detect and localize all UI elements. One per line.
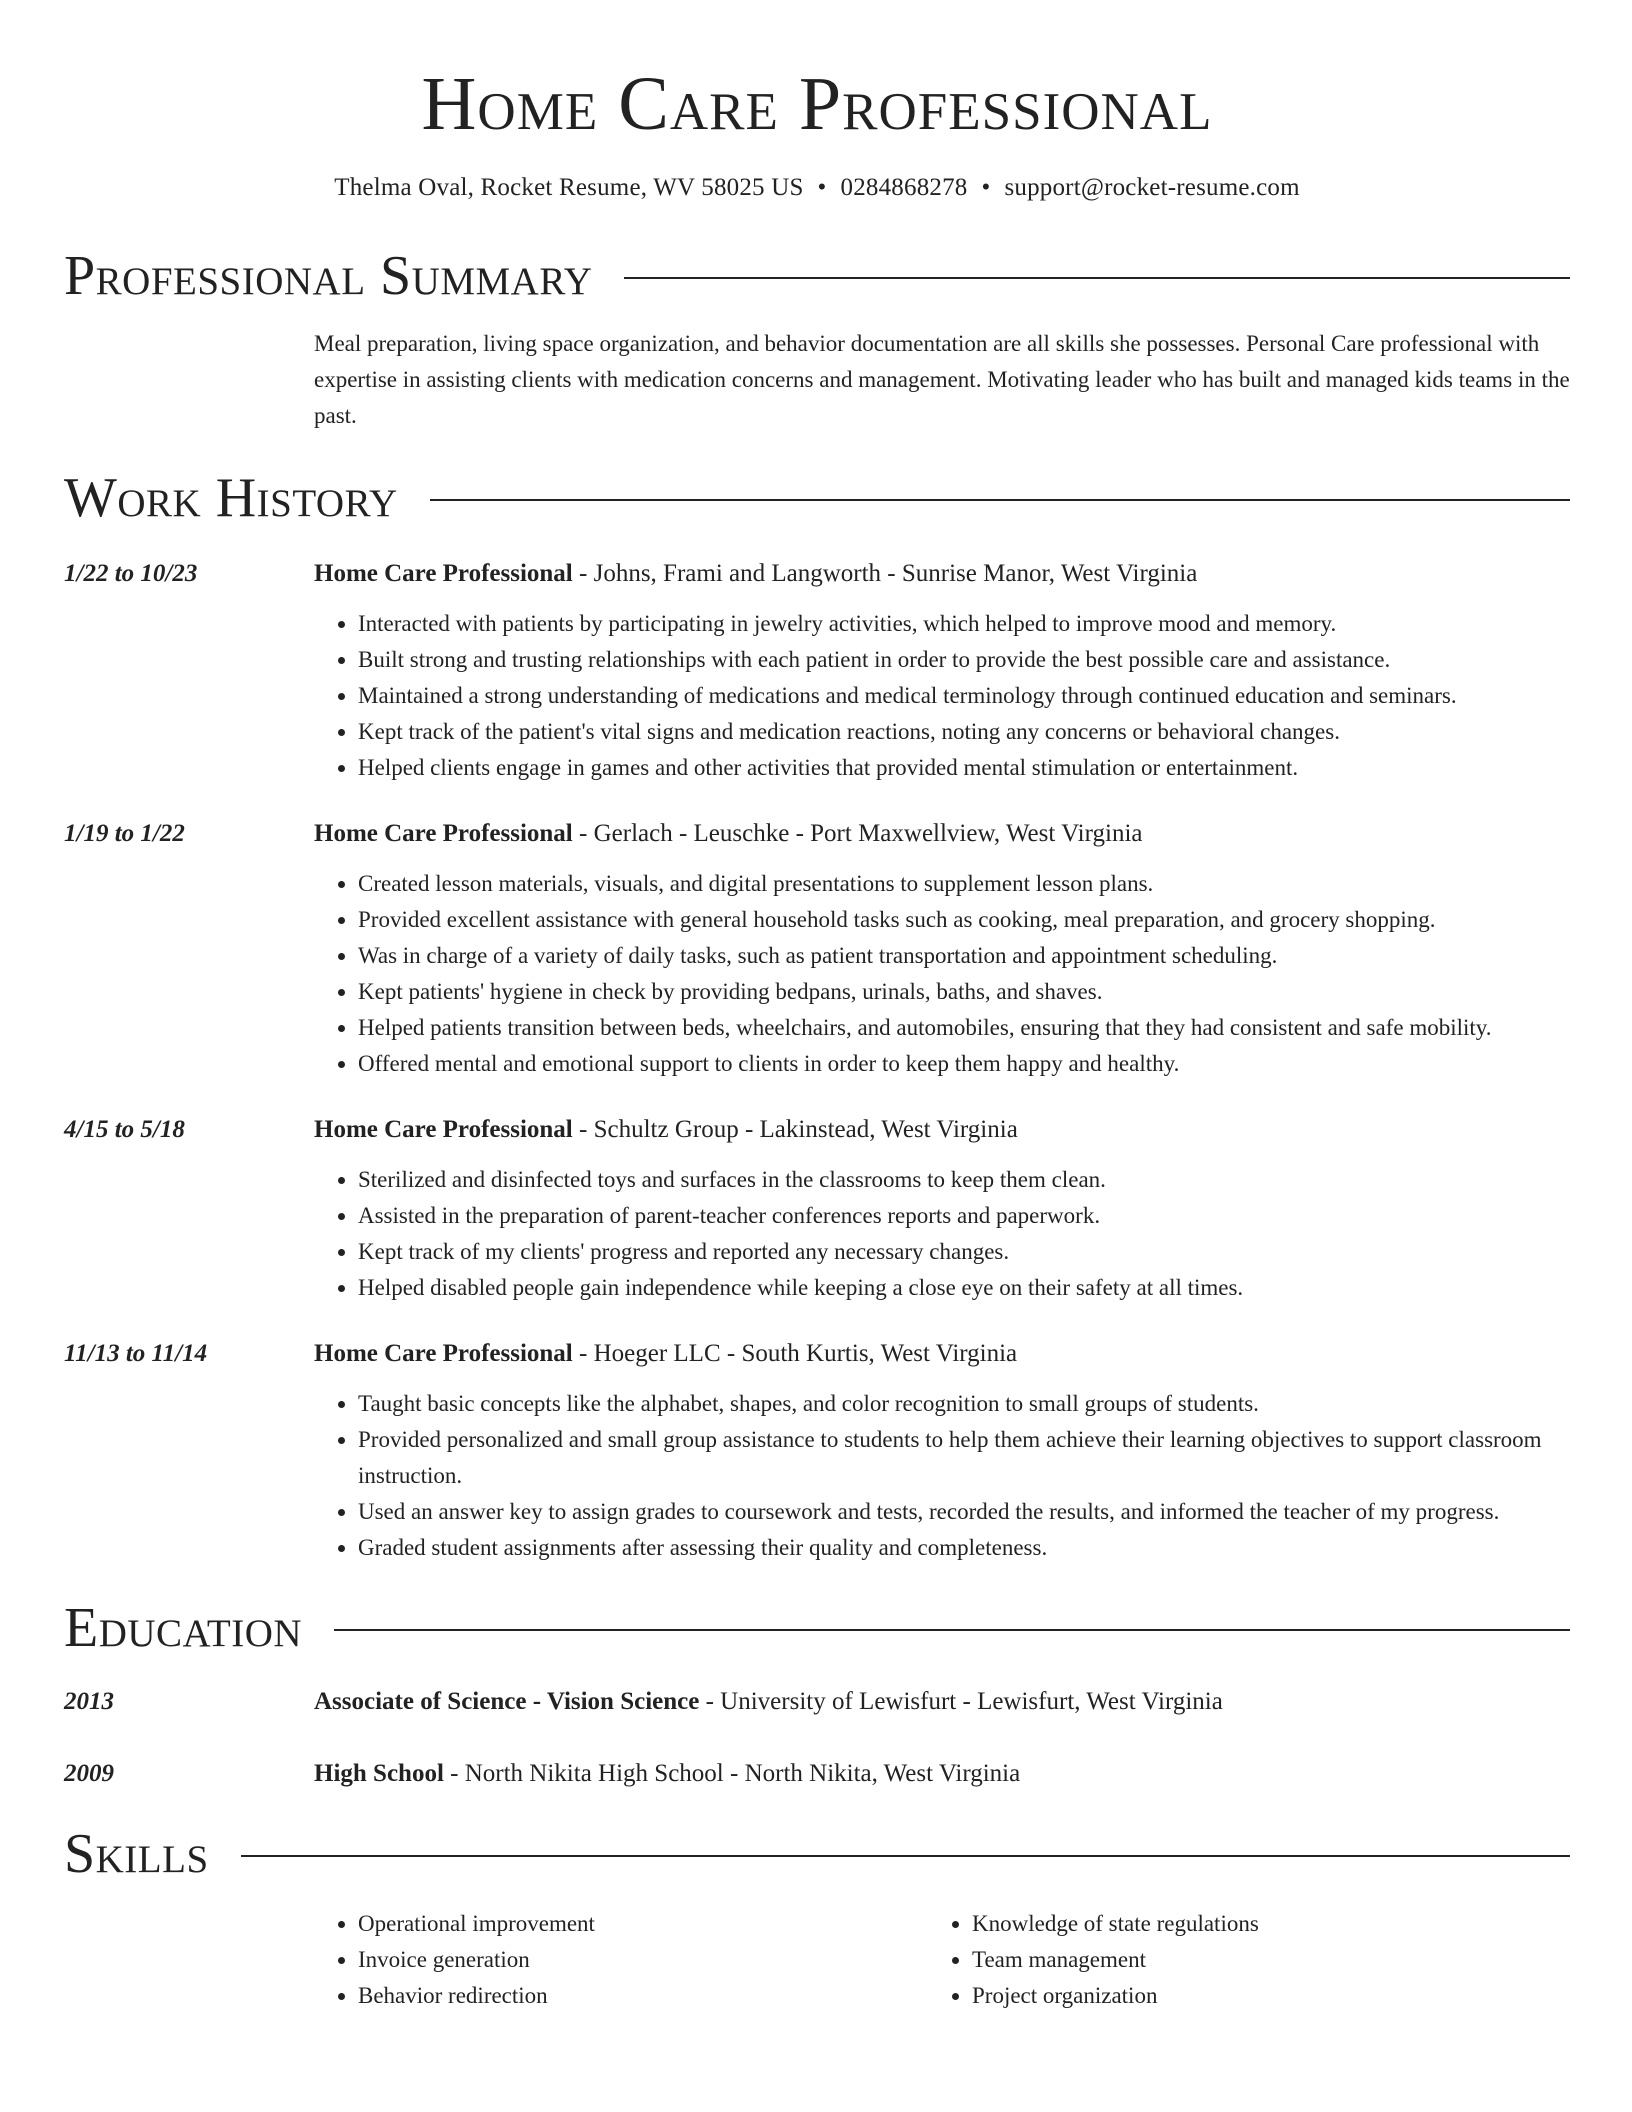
job-heading [314,816,1570,852]
education-heading: Education [64,1597,303,1659]
section-divider [241,1855,1570,1857]
list-item: • Helped clients engage in games and other activities that provided mental stimulation or entertainment. [358,750,1570,786]
job-dates: 1/22 to 10/23 [64,560,198,587]
contact-email: support@rocket-resume.com [1004,174,1300,201]
list-item: • Built strong and trusting relationships with each patient in order to provide the best possible care and assistance. [358,642,1570,678]
job-entry [64,556,1570,786]
list-item: • Assisted in the preparation of parent-teacher conferences reports and paperwork. [358,1198,1570,1234]
education-entry [64,1684,1570,1720]
skills-section-heading [64,1823,1570,1885]
work-heading: Work History [64,467,398,529]
list-item: • Used an answer key to assign grades to coursework and tests, recorded the results, and informed the teacher of my progress. [358,1494,1570,1530]
job-heading [314,1336,1570,1372]
job-title: Home Care Professional [314,820,573,847]
job-heading [314,556,1570,592]
section-divider [334,1629,1570,1631]
job-details: - Johns, Frami and Langworth - Sunrise Manor, West Virginia [572,560,1198,587]
contact-phone: 0284868278 [840,174,968,201]
skills-column-right [928,1906,1542,2014]
list-item: • Created lesson materials, visuals, and digital presentations to supplement lesson plans. [358,866,1570,902]
skills-column-left [314,1906,928,2014]
summary-heading: Professional Summary [64,245,593,307]
list-item: • Taught basic concepts like the alphabet, shapes, and color recognition to small groups of students. [358,1386,1570,1422]
resume-name: Home Care Professional [421,62,1213,146]
section-divider [624,277,1570,279]
job-entry [64,1112,1570,1306]
job-body [314,816,1570,1082]
job-dates: 4/15 to 5/18 [64,1116,185,1143]
job-details: - Schultz Group - Lakinstead, West Virginia [572,1116,1018,1143]
job-title: Home Care Professional [314,560,573,587]
skills-heading: Skills [64,1823,209,1885]
skill-item: • Team management [972,1942,1542,1978]
education-section-heading [64,1597,1570,1659]
job-bullets [314,1162,1570,1306]
education-degree: High School [314,1760,444,1787]
job-heading [314,1112,1570,1148]
skill-item: • Invoice generation [358,1942,928,1978]
summary-text: Meal preparation, living space organization, and behavior documentation are all skills she possesses. Personal Care professional with expertise in assisting clients with medication concerns and management. Motivating leader who has built and managed kids teams in the past. [314,331,1570,428]
summary-section-heading [64,245,1570,307]
section-divider [430,499,1570,501]
job-body [314,1112,1570,1306]
work-section-heading [64,467,1570,529]
list-item: • Maintained a strong understanding of medications and medical terminology through continued education and seminars. [358,678,1570,714]
job-body [314,1336,1570,1566]
job-details: - Hoeger LLC - South Kurtis, West Virginia [572,1340,1018,1367]
job-body [314,556,1570,786]
education-details: - North Nikita High School - North Nikita, West Virginia [443,1760,1021,1787]
education-heading-line [314,1756,1570,1792]
job-entry [64,1336,1570,1566]
list-item: • Helped patients transition between beds, wheelchairs, and automobiles, ensuring that they had consistent and safe mobility. [358,1010,1570,1046]
education-entry [64,1756,1570,1792]
education-degree: Associate of Science - Vision Science [314,1688,700,1715]
skill-item: • Project organization [972,1978,1542,2014]
education-body [314,1756,1570,1792]
list-item: • Kept track of the patient's vital signs and medication reactions, noting any concerns or behavioral changes. [358,714,1570,750]
education-year: 2013 [64,1688,114,1715]
job-bullets [314,866,1570,1082]
education-details: - University of Lewisfurt - Lewisfurt, West Virginia [699,1688,1223,1715]
list-item: • Kept track of my clients' progress and reported any necessary changes. [358,1234,1570,1270]
list-item: • Offered mental and emotional support to clients in order to keep them happy and healthy. [358,1046,1570,1082]
list-item: • Was in charge of a variety of daily tasks, such as patient transportation and appointment scheduling. [358,938,1570,974]
job-details: - Gerlach - Leuschke - Port Maxwellview, West Virginia [572,820,1143,847]
list-item: • Graded student assignments after assessing their quality and completeness. [358,1530,1570,1566]
skill-item: • Operational improvement [358,1906,928,1942]
job-title: Home Care Professional [314,1116,573,1143]
job-dates: 11/13 to 11/14 [64,1340,208,1367]
contact-separator: • [817,174,827,201]
list-item: • Sterilized and disinfected toys and surfaces in the classrooms to keep them clean. [358,1162,1570,1198]
list-item: • Kept patients' hygiene in check by providing bedpans, urinals, baths, and shaves. [358,974,1570,1010]
list-item: • Interacted with patients by participating in jewelry activities, which helped to improve mood and memory. [358,606,1570,642]
skill-item: • Knowledge of state regulations [972,1906,1542,1942]
contact-address: Thelma Oval, Rocket Resume, WV 58025 US [334,174,804,201]
education-year: 2009 [64,1760,114,1787]
education-body [314,1684,1570,1720]
contact-separator: • [981,174,991,201]
job-bullets [314,1386,1570,1566]
skills-list [314,1906,1570,2014]
skill-item: • Behavior redirection [358,1978,928,2014]
list-item: • Provided personalized and small group assistance to students to help them achieve their learning objectives to support classroom instruction. [358,1422,1570,1494]
education-heading-line [314,1684,1570,1720]
job-bullets [314,606,1570,786]
list-item: • Helped disabled people gain independence while keeping a close eye on their safety at all times. [358,1270,1570,1306]
list-item: • Provided excellent assistance with general household tasks such as cooking, meal preparation, and grocery shopping. [358,902,1570,938]
contact-line [64,174,1570,202]
job-title: Home Care Professional [314,1340,573,1367]
job-entry [64,816,1570,1082]
job-dates: 1/19 to 1/22 [64,820,185,847]
